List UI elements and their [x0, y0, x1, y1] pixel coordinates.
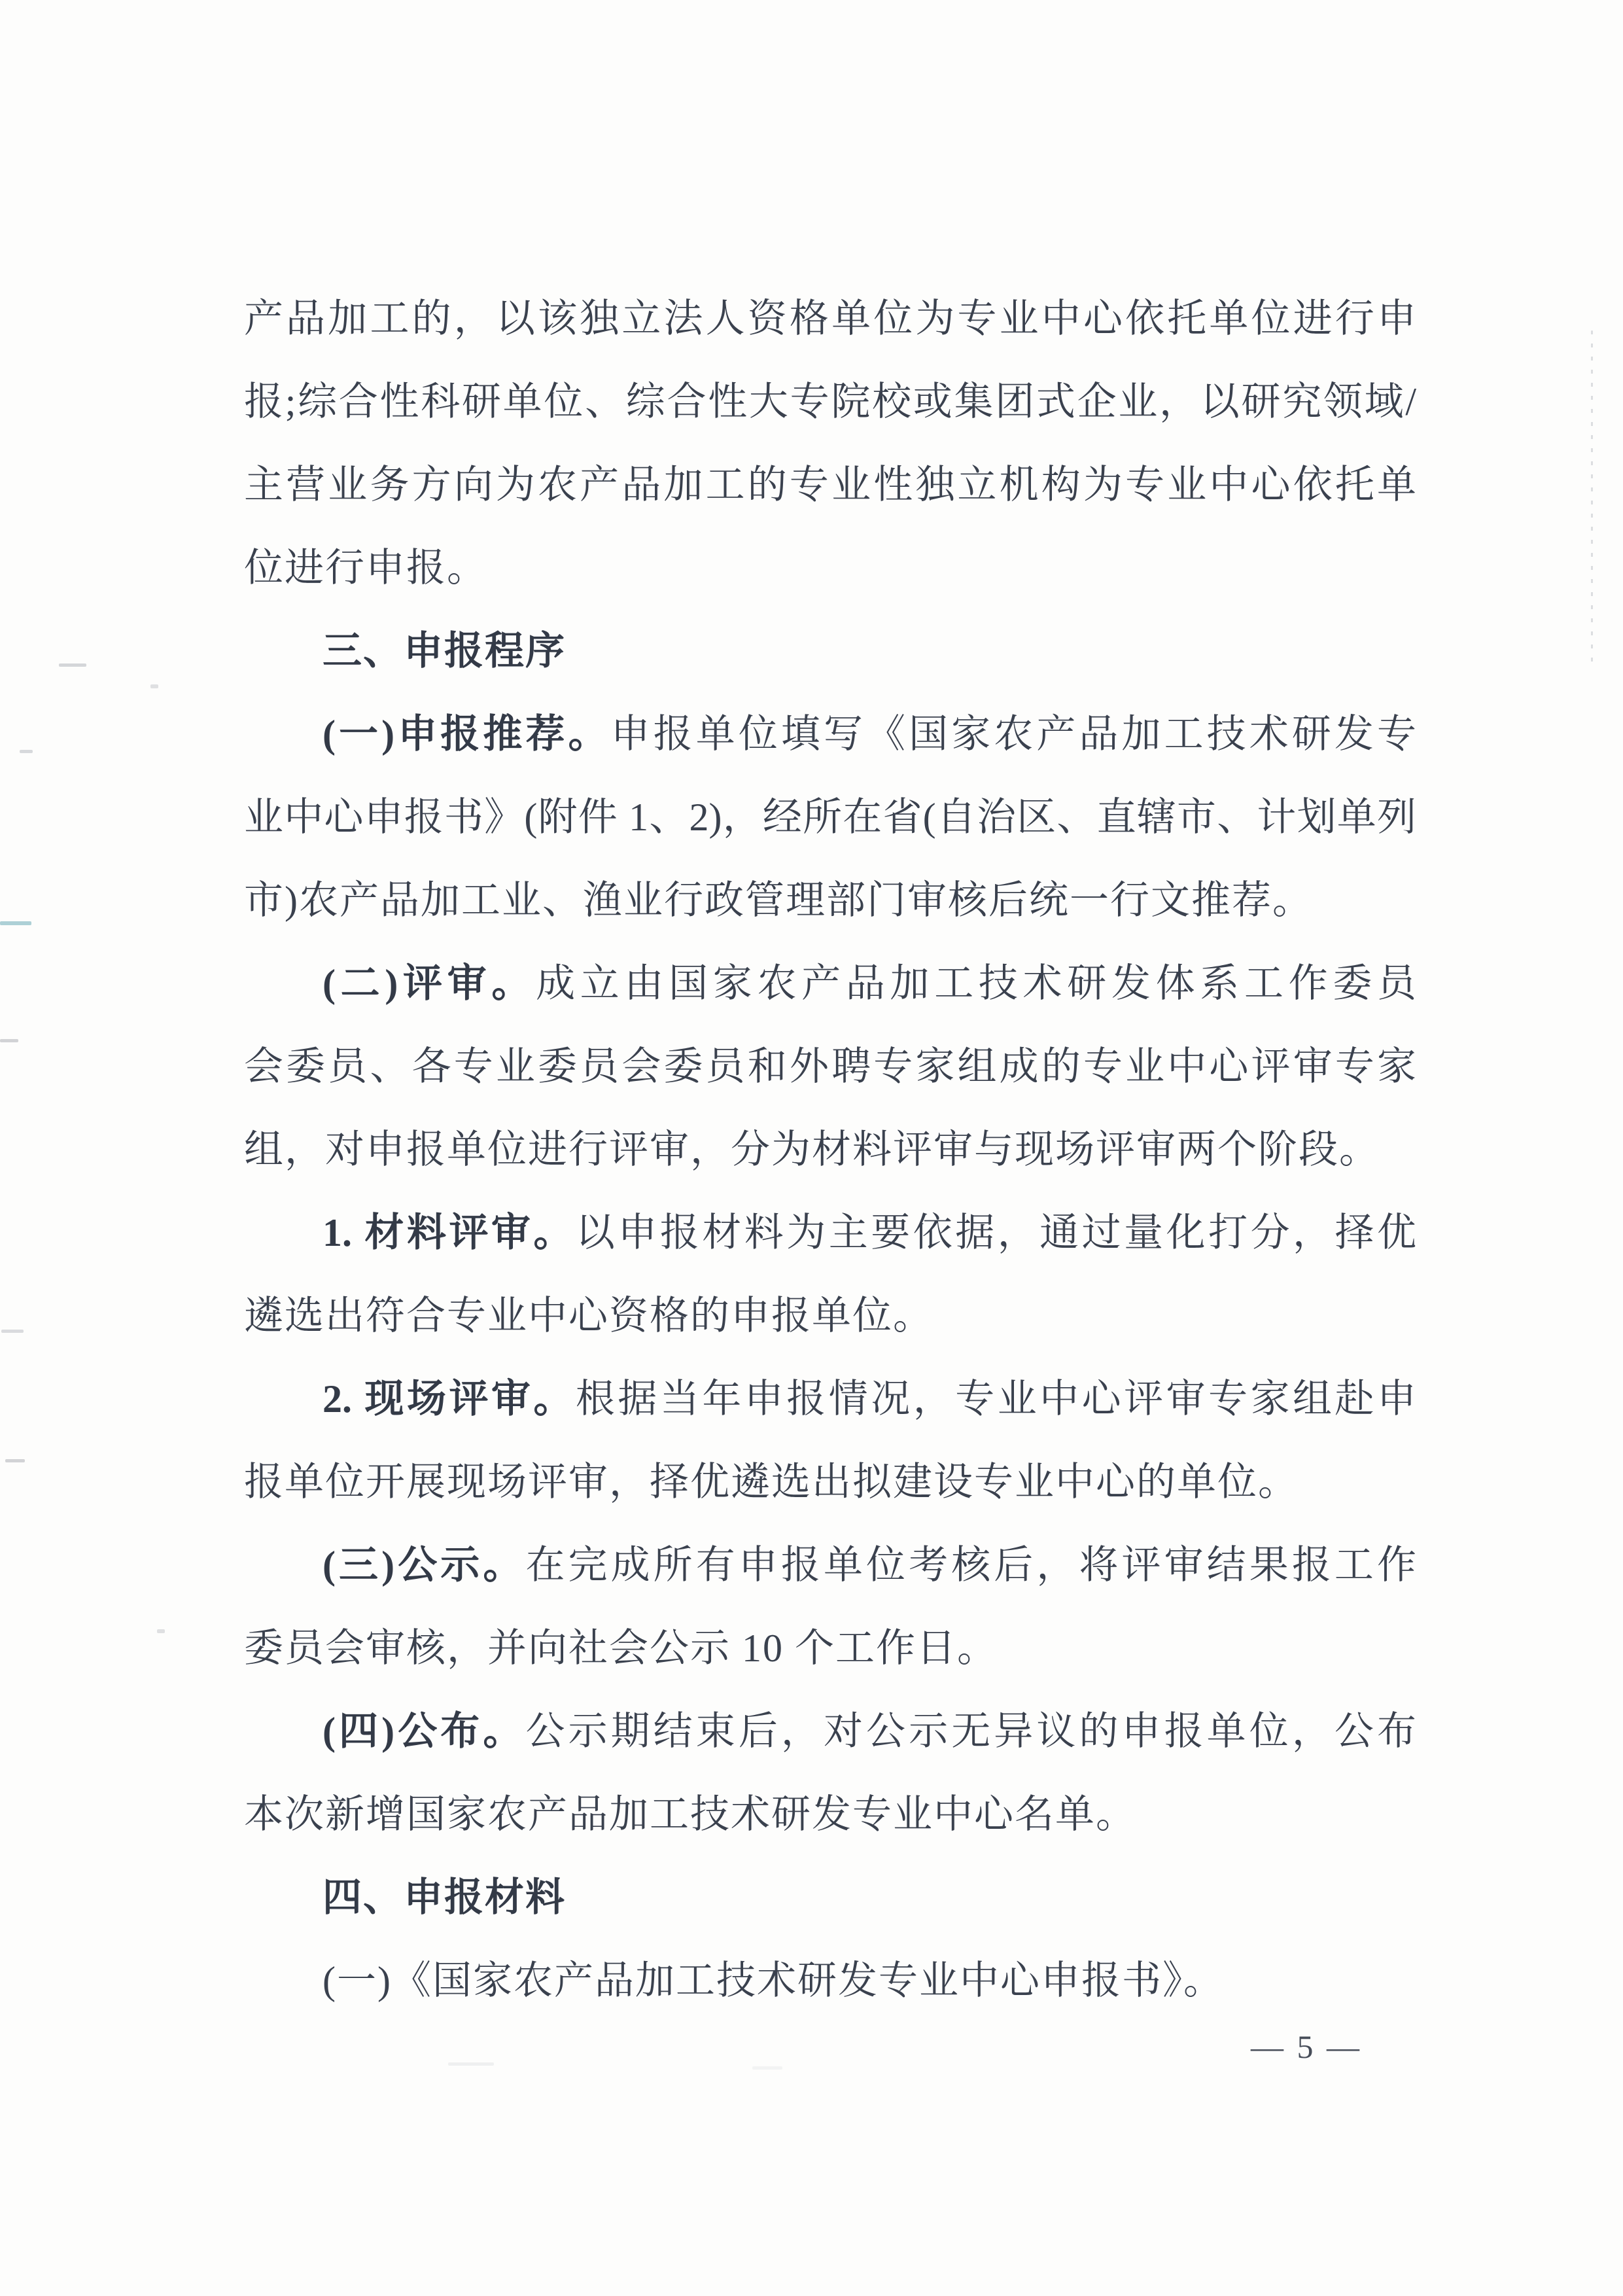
text-line: [244, 859, 1416, 942]
text-line: [244, 1192, 1416, 1275]
scan-artifact: [0, 1039, 18, 1042]
text-segment: 市)农产品加工业、渔业行政管理部门审核后统一行文推荐。: [244, 879, 1313, 922]
text-segment: 在完成所有申报单位考核后，将评审结果报工作: [525, 1544, 1416, 1587]
text-segment: 报;综合性科研单位、综合性大专院校或集团式企业，以研究领域/: [244, 380, 1416, 423]
bold-lead-in: (二)评审。: [323, 962, 536, 1005]
text-line: [244, 942, 1416, 1025]
text-line: [244, 1690, 1416, 1773]
text-segment: 委员会审核，并向社会公示 10 个工作日。: [244, 1627, 998, 1670]
text-line: [244, 1358, 1416, 1441]
text-line: [244, 1607, 1416, 1690]
text-line: [244, 527, 1416, 610]
text-segment: 本次新增国家农产品加工技术研发专业中心名单。: [244, 1793, 1136, 1836]
text-segment: 根据当年申报情况，专业中心评审专家组赴申: [575, 1377, 1416, 1421]
text-line: [244, 1441, 1416, 1524]
scan-artifact: [157, 1629, 165, 1633]
scan-artifact: [1591, 330, 1593, 671]
text-segment: 报单位开展现场评审，择优遴选出拟建设专业中心的单位。: [244, 1460, 1299, 1504]
text-segment: 位进行申报。: [244, 546, 487, 590]
bold-lead-in: 1. 材料评审。: [323, 1211, 576, 1254]
text-line: [244, 1108, 1416, 1192]
section-heading-line: [244, 610, 1416, 693]
text-line: [244, 1025, 1416, 1108]
text-line: [244, 1939, 1416, 2022]
text-line: [244, 1773, 1416, 1856]
scan-artifact: [59, 663, 86, 667]
scan-artifact: [1, 1330, 24, 1333]
bold-lead-in: (四)公布。: [323, 1710, 526, 1753]
text-segment: 组，对申报单位进行评审，分为材料评审与现场评审两个阶段。: [244, 1128, 1380, 1171]
bold-lead-in: 四、申报材料: [323, 1876, 566, 1919]
bold-lead-in: (一)申报推荐。: [323, 713, 611, 756]
page-number: — 5 —: [1251, 2028, 1362, 2065]
text-segment: 产品加工的，以该独立法人资格单位为专业中心依托单位进行申: [244, 297, 1416, 340]
text-block: [244, 277, 1416, 2022]
text-segment: (一)《国家农产品加工技术研发专业中心申报书》。: [323, 1959, 1224, 2002]
text-segment: 公示期结束后，对公示无异议的申报单位，公布: [525, 1710, 1416, 1753]
scan-artifact: [0, 921, 31, 925]
text-segment: 遴选出符合专业中心资格的申报单位。: [244, 1294, 934, 1337]
scan-artifact: [752, 2066, 782, 2070]
text-line: [244, 1524, 1416, 1607]
bold-lead-in: 2. 现场评审。: [323, 1377, 576, 1421]
text-segment: 主营业务方向为农产品加工的专业性独立机构为专业中心依托单: [244, 463, 1416, 506]
text-segment: 业中心申报书》(附件 1、2)，经所在省(自治区、直辖市、计划单列: [244, 796, 1416, 839]
text-line: [244, 776, 1416, 859]
text-segment: 成立由国家农产品加工技术研发体系工作委员: [536, 962, 1416, 1005]
bold-lead-in: (三)公示。: [323, 1544, 526, 1587]
text-line: [244, 277, 1416, 361]
text-line: [244, 444, 1416, 527]
scan-artifact: [5, 1459, 25, 1462]
text-segment: 会委员、各专业委员会委员和外聘专家组成的专业中心评审专家: [244, 1045, 1416, 1088]
bold-lead-in: 三、申报程序: [323, 629, 566, 673]
scan-artifact: [448, 2062, 494, 2066]
text-segment: 以申报材料为主要依据，通过量化打分，择优: [575, 1211, 1416, 1254]
section-heading-line: [244, 1856, 1416, 1939]
scan-artifact: [150, 684, 158, 688]
text-line: [244, 693, 1416, 776]
scan-artifact: [20, 750, 33, 753]
text-line: [244, 1275, 1416, 1358]
text-line: [244, 361, 1416, 444]
text-segment: 申报单位填写《国家农产品加工技术研发专: [610, 713, 1416, 756]
